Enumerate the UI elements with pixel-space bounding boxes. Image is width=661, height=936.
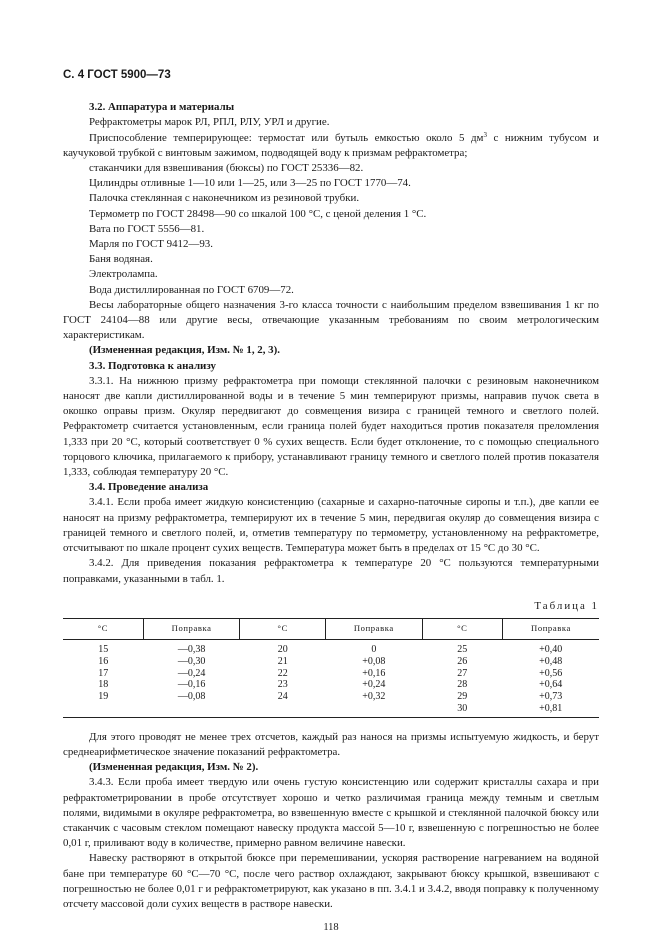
header-cell: °С [240,618,326,639]
table-cell: 29 [457,691,468,703]
table-cell: —0,38 [177,643,206,655]
paragraph-3-3-1: 3.3.1. На нижнюю призму рефрактометра при помощи стеклянной палочки с резиновым наконечником наносят две капли дистиллированной воды и в течение 5 мин темперируют призмы, направив пучок света в окошко оправы призм. Окуляр передвигают до совмещения визира с границей темного и светлого полей. Рефрактометр считается установленным, если граница полей будет находиться против показателя преломления 1,333 при 20 °С, который соответствует 0 % сухих веществ. Если будет отклонение, то с помощью специального торцового ключика, прилагаемого к прибору, устанавливают границу темного и светлого полей против показателя 1,333, соблюдая температуру 20 °С. [63,374,599,479]
item-cotton: Вата по ГОСТ 5556—81. [89,222,205,235]
table-cell: 22 [277,667,288,679]
table-cell: +0,08 [362,655,386,667]
item-scales: Весы лабораторные общего назначения 3-го класса точности с наибольшим пределом взвешивания 1 кг по ГОСТ 24104—88 или другие весы, отвечающие указанным требованиям по своим метрологическим характеристикам. [63,298,599,342]
table-cell: +0,16 [362,667,386,679]
paragraph-3-4-1: 3.4.1. Если проба имеет жидкую консистенцию (сахарные и сахарно-паточные сиропы и т.п.), две капли ее наносят на призму рефрактометра, темперируют их в течение 5 мин, передвигая окуляр до совмещения визира с границей темного и светлого полей, и, отметив температуру по термометру, установленному на рефрактометре, отсчитывают по шкале процент сухих веществ. Температура может быть в пределах от 15 °С до 30 °С. [63,496,599,555]
revision-note-1: (Измененная редакция, Изм. № 1, 2, 3). [89,344,280,357]
table-cell: 0 [371,643,377,655]
table-row [63,703,599,717]
table-cell: +0,73 [539,691,563,703]
item-refractometers: Рефрактометры марок РЛ, РПЛ, РЛУ, УРЛ и другие. [89,116,330,129]
table-cell [326,703,422,717]
paragraph-dissolving: Навеску растворяют в открытой бюксе при перемешивании, ускоряя растворение нагреванием на водяной бане при температуре 60 °С—70 °С, после чего раствор охлаждают, закрывают бюксу крышкой, взвешивают с погрешностью не более 0,01 г и рефрактометрируют, как указано в пп. 3.4.1 и 3.4.2, вводя поправку к полученному отсчету массовой доли сухих веществ в растворе навески. [63,852,599,910]
table-cell: —0,08 [177,691,206,703]
item-glass-rod: Палочка стеклянная с наконечником из резиновой трубки. [89,192,360,205]
table-cell [63,703,143,717]
document-page [63,68,599,935]
header-cell: °С [63,618,143,639]
table-cell: 25 [457,643,468,655]
page-header: С. 4 ГОСТ 5900—73 [63,69,171,81]
table-cell: 17 [98,667,109,679]
table-cell: —0,30 [177,655,206,667]
section-3-3-title: 3.3. Подготовка к анализу [89,359,216,372]
table-cell: +0,81 [502,703,599,717]
header-cell: Поправка [143,618,239,639]
item-distilled-water: Вода дистиллированная по ГОСТ 6709—72. [89,283,294,296]
item-weighing-cups: стаканчики для взвешивания (бюксы) по ГОСТ 25336—82. [89,162,364,175]
table-row [63,668,599,680]
header-cell: °С [422,618,502,639]
section-3-2-title: 3.2. Аппаратура и материалы [89,101,235,114]
superscript: 3 [483,130,487,139]
temperature-correction-table [63,618,599,718]
section-3-4-title: 3.4. Проведение анализа [89,481,209,494]
item-thermometer: Термометр по ГОСТ 28498—90 со шкалой 100 °С, с ценой деления 1 °С. [89,207,427,220]
table-cell: —0,16 [177,679,206,691]
table-cell: 24 [277,691,288,703]
item-gauze: Марля по ГОСТ 9412—93. [89,238,213,251]
table-cell: 19 [98,691,109,703]
table-caption: Таблица 1 [534,599,599,612]
item-water-bath: Баня водяная. [89,253,153,266]
item-thermostat: Приспособление темперирующее: термостат или бутыль емкостью около 5 $дм^3$ с нижним тубусом и каучуковой трубкой с винтовым зажимом, подводящей воду к призмам рефрактометра; [63,130,599,159]
header-cell: Поправка [502,618,599,639]
table-cell [240,703,326,717]
revision-note-2: (Измененная редакция, Изм. № 2). [89,761,259,774]
table-header-row [63,618,599,639]
paragraph-3-4-3: 3.4.3. Если проба имеет твердую или очень густую консистенцию или содержит кристаллы сахара и при рефрактометрировании в пробе отсутствует хорошо и четко различимая граница между темным и светлым полями, видимыми в окуляре рефрактометра, во взвешенную вместе с крышкой и стеклянной палочкой бюксу или стаканчик с часовым стеклом помещают навеску продукта массой 5—10 г, взвешенную с погрешностью не более 0,01 г, приливают воду в количестве, примерно равном величине навески. [63,776,599,850]
table-cell: +0,40 [539,643,563,655]
table-cell: +0,48 [539,655,563,667]
table-cell: 15 [98,643,109,655]
table-row [63,639,599,655]
page-number: 118 [323,922,339,934]
paragraph-3-4-2: 3.4.2. Для приведения показания рефрактометра к температуре 20 °С пользуются температурными поправками, указанными в табл. 1. [63,557,599,585]
item-cylinders: Цилиндры отливные 1—10 или 1—25, или 3—25 по ГОСТ 1770—74. [89,177,411,190]
header-cell: Поправка [326,618,422,639]
table-cell [143,703,239,717]
table-cell: —0,24 [177,667,206,679]
table-cell: +0,24 [362,679,386,691]
table-cell: +0,64 [539,679,563,691]
table-cell: 28 [457,679,468,691]
table-row [63,656,599,668]
table-cell: 16 [98,655,109,667]
table-cell: +0,56 [539,667,563,679]
table-cell: 21 [277,655,288,667]
table-cell: 23 [277,679,288,691]
paragraph-readings: Для этого проводят не менее трех отсчетов, каждый раз нанося на призмы испытуемую жидкость, и берут среднеарифметическое значение показаний рефрактометра. [63,730,599,758]
table-cell: 26 [457,655,468,667]
table-row [63,691,599,703]
table-cell: +0,32 [362,691,386,703]
table-cell: 20 [277,643,288,655]
table-cell: 27 [457,667,468,679]
item-lamp: Электролампа. [89,268,158,281]
table-row [63,679,599,691]
table-cell: 30 [422,703,502,717]
table-cell: 18 [98,679,109,691]
